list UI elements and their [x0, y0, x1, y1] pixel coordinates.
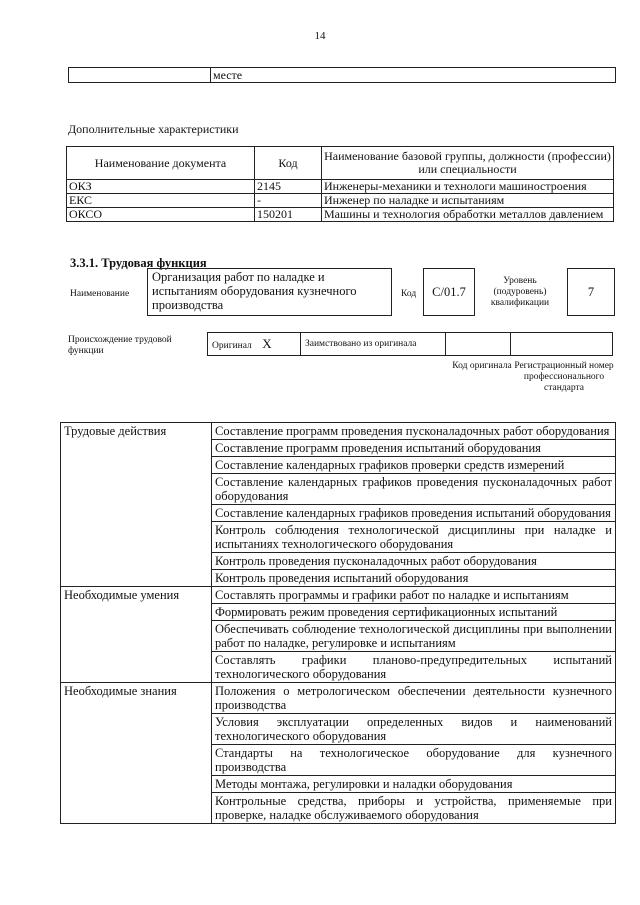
detail-item: Стандарты на технологическое оборудование для кузнечного производства: [212, 745, 616, 776]
detail-item: Составление календарных графиков проведения испытаний оборудования: [212, 505, 616, 522]
header-group: Наименование базовой группы, должности (профессии) или специальности: [322, 147, 614, 180]
code-original-label: Код оригинала: [452, 361, 512, 371]
original-cell: [208, 333, 301, 356]
code-cell: 150201: [255, 208, 322, 222]
header-code: Код: [255, 147, 322, 180]
detail-item: Контроль проведения пусконаладочных работ оборудования: [212, 553, 616, 570]
group-label: Необходимые умения: [61, 587, 212, 683]
group-cell: Инженер по наладке и испытаниям: [322, 194, 614, 208]
doc-cell: ОКСО: [67, 208, 255, 222]
detail-item: Условия эксплуатации определенных видов и наименований технологического оборудования: [212, 714, 616, 745]
continuation-table: [68, 67, 616, 83]
detail-item: Положения о метрологическом обеспечении деятельности кузнечного производства: [212, 683, 616, 714]
group-label: Необходимые знания: [61, 683, 212, 824]
detail-item: Составлять программы и графики работ по наладке и испытаниям: [212, 587, 616, 604]
detail-item: Составление календарных графиков проверки средств измерений: [212, 457, 616, 474]
borrowed-cell: Заимствовано из оригинала: [301, 333, 446, 356]
detail-item: Контроль соблюдения технологической дисциплины при наладке и испытаниях технологического оборудования: [212, 522, 616, 553]
detail-item: Методы монтажа, регулировки и наладки оборудования: [212, 776, 616, 793]
origin-table: [207, 332, 613, 356]
detail-item: Составление программ проведения испытаний оборудования: [212, 440, 616, 457]
function-name-box: Организация работ по наладке и испытаниям оборудования кузнечного производства: [147, 268, 392, 316]
original-label: Оригинал: [212, 341, 252, 351]
additional-header-row: [67, 147, 614, 180]
detail-item: Составлять графики планово-предупредительных испытаний технологического оборудования: [212, 652, 616, 683]
code-original-cell: [446, 333, 511, 356]
table-row: [67, 208, 614, 222]
details-table: [60, 422, 616, 824]
page-number: 14: [314, 30, 326, 42]
section-heading: 3.3.1. Трудовая функция: [70, 256, 207, 270]
continuation-cell: месте: [211, 68, 616, 83]
header-doc: Наименование документа: [67, 147, 255, 180]
code-box: C/01.7: [423, 268, 475, 316]
table-row: [61, 423, 616, 440]
doc-cell: ЕКС: [67, 194, 255, 208]
additional-title: Дополнительные характеристики: [68, 122, 239, 136]
code-cell: 2145: [255, 180, 322, 194]
table-row: [61, 587, 616, 604]
reg-number-label: Регистрационный номер профессионального стандарта: [514, 361, 614, 393]
detail-item: Контрольные средства, приборы и устройства, применяемые при проверке, наладке обслуживаемого оборудования: [212, 793, 616, 824]
group-cell: Машины и технология обработки металлов давлением: [322, 208, 614, 222]
name-label: Наименование: [70, 289, 130, 299]
doc-cell: ОКЗ: [67, 180, 255, 194]
code-cell: -: [255, 194, 322, 208]
continuation-empty-cell: [69, 68, 211, 83]
detail-item: Обеспечивать соблюдение технологической дисциплины при выполнении работ по наладке, регулировке и испытаниям: [212, 621, 616, 652]
level-label: Уровень (подуровень) квалификации: [490, 276, 550, 308]
table-row: [61, 683, 616, 714]
group-cell: Инженеры-механики и технологи машиностроения: [322, 180, 614, 194]
additional-table: [66, 146, 614, 222]
origin-label: Происхождение трудовой функции: [68, 335, 172, 356]
table-row: [67, 180, 614, 194]
code-label: Код: [401, 289, 417, 299]
group-label: Трудовые действия: [61, 423, 212, 587]
detail-item: Формировать режим проведения сертификационных испытаний: [212, 604, 616, 621]
level-box: 7: [567, 268, 615, 316]
reg-number-cell: [511, 333, 613, 356]
detail-item: Составление программ проведения пусконаладочных работ оборудования: [212, 423, 616, 440]
detail-item: Составление календарных графиков проведения пусконаладочных работ оборудования: [212, 474, 616, 505]
original-mark: X: [262, 336, 272, 351]
detail-item: Контроль проведения испытаний оборудования: [212, 570, 616, 587]
table-row: [67, 194, 614, 208]
